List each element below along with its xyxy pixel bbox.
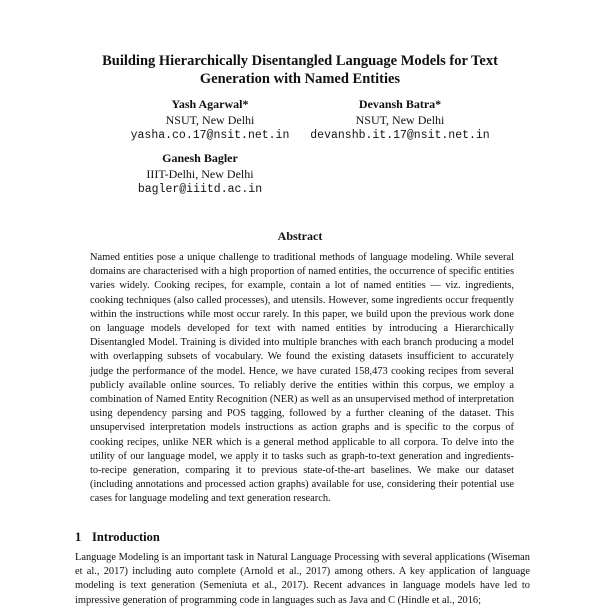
author-name: Ganesh Bagler [162,151,238,165]
section-title: Introduction [92,530,160,544]
paper-title: Building Hierarchically Disentangled Language Models for Text Generation with Named Entities [102,53,498,87]
author-name: Devansh Batra* [358,97,442,111]
author-affiliation: NSUT, New Delhi [355,112,445,127]
section-heading [75,530,160,545]
author-email: devanshb.it.17@nsit.net.in [310,129,490,142]
author-email: bagler@iiitd.ac.in [137,183,263,196]
section-number: 1 [75,530,82,544]
author-block [110,97,310,144]
author-block [300,97,500,144]
author-affiliation: IIIT-Delhi, New Delhi [146,166,254,181]
abstract-heading: Abstract [277,229,323,243]
author-block [100,151,300,198]
author-affiliation: NSUT, New Delhi [165,112,255,127]
abstract-text: Named entities pose a unique challenge to traditional methods of language modeling. While several domains are characterised with a high proportion of named entities, the occurrence of specific entities varies widely. Cooking recipes, for example, contain a lot of named entities — viz. ingredients, cooking techniques (also called processes), and utensils. However, some ingredients occur frequently within the instructions while most occur rarely. In this paper, we build upon the previous work done on language models developed for text with named entities by introducing a Hierarchically Disentangled Model. Training is divided into multiple branches with each branch producing a model with overlapping subsets of vocabulary. We found the existing datasets insufficient to accurately judge the performance of the model. Hence, we have curated 158,473 cooking recipes from several publicly available online sources. To reliably derive the entities within this corpus, we employ a combination of Named Entity Recognition (NER) as well as an unsupervised method of interpretation using dependency parsing and POS tagging, followed by a further cleaning of the dataset. This unsupervised interpretation models instructions as action graphs and is specific to the corpus of cooking recipes, unlike NER which is a general method applicable to all corpora. To delve into the utility of our language model, we apply it to tasks such as graph-to-text generation and ingredients-to-recipe generation, comparing it to previous state-of-the-art baselines. We make our dataset (including annotations and processed action graphs) available for use, considering their potential use cases for language modeling and text generation research. [90,252,514,505]
section-text: Language Modeling is an important task in Natural Language Processing with several applications (Wiseman et al., 2017) including auto complete (Arnold et al., 2017) among others. A key application of language modeling is text generation (Semeniuta et al., 2017). Recent advances in language models have led to impressive generation of programming code in languages such as Java and C (Hindle et al., 2016; [75,552,530,606]
author-name: Yash Agarwal* [171,97,249,111]
author-email: yasha.co.17@nsit.net.in [130,129,290,142]
